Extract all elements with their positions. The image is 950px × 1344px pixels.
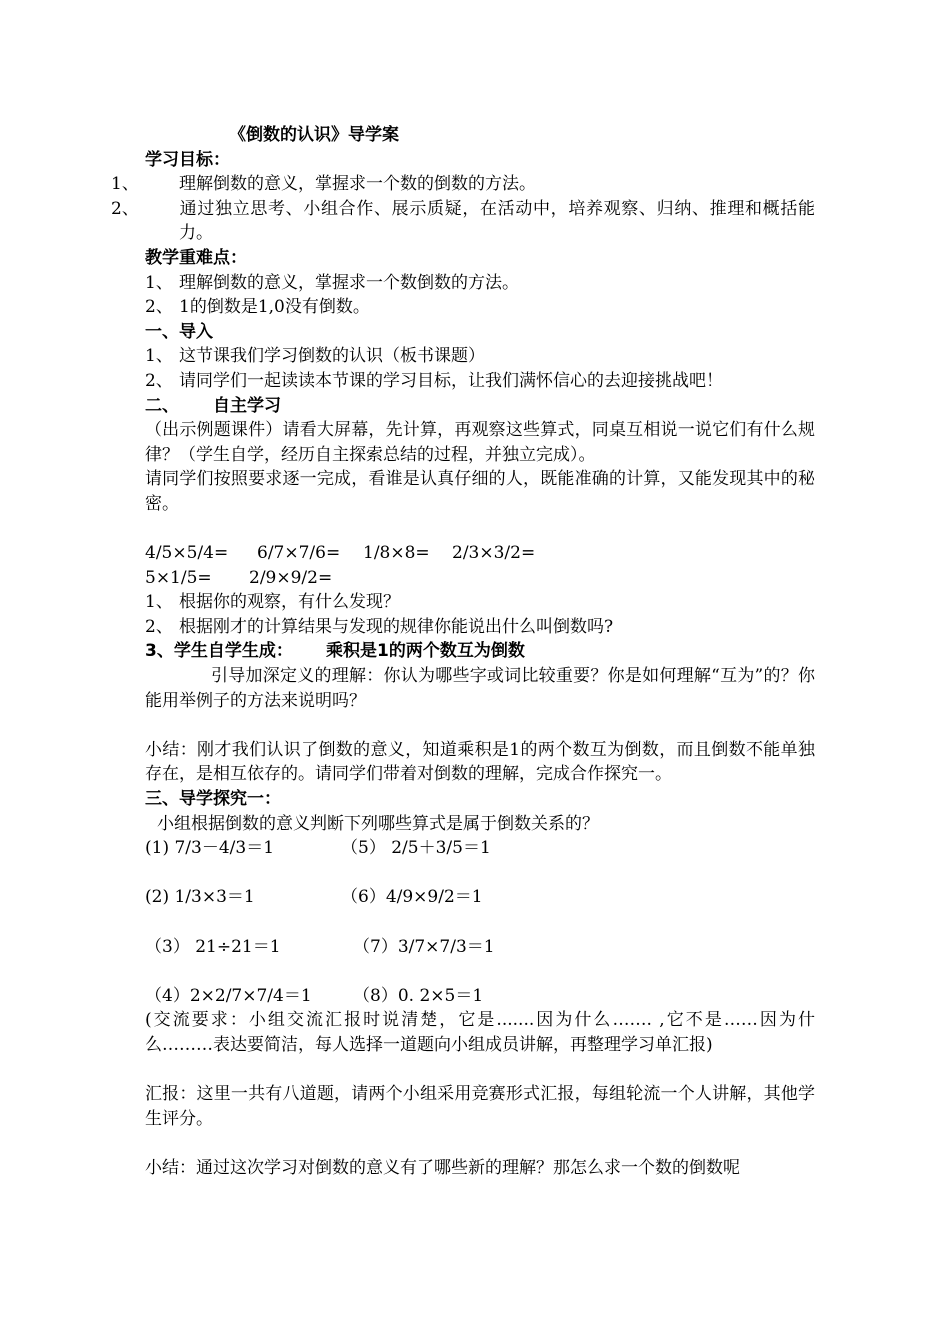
goal-num: 2、 xyxy=(111,198,139,219)
intro-text: 这节课我们学习倒数的认识（板书课题） xyxy=(179,346,485,367)
question-text: 根据刚才的计算结果与发现的规律你能说出什么叫倒数吗? xyxy=(179,616,614,637)
question-num: 1、 xyxy=(145,592,173,613)
generation-line xyxy=(145,639,815,664)
exercise-item: （5） 2/5＋3/5＝1 xyxy=(341,838,491,859)
intro-item xyxy=(145,369,815,394)
exercise-row xyxy=(145,984,815,1009)
generation-label: 3、学生自学生成： xyxy=(145,641,293,662)
exercise-item: （4）2×2/7×7/4＝1 xyxy=(145,985,312,1006)
equation: 6/7×7/6= xyxy=(257,543,341,564)
summary-para: 小结：通过这次学习对倒数的意义有了哪些新的理解？那怎么求一个数的倒数呢 xyxy=(145,1157,740,1178)
self-study-para: 请同学们按照要求逐一完成，看谁是认真仔细的人，既能准确的计算，又能发现其中的秘密。 xyxy=(145,469,815,514)
report-para: 汇报：这里一共有八道题，请两个小组采用竞赛形式汇报，每组轮流一个人讲解，其他学生评分。 xyxy=(145,1084,815,1129)
equation: 2/9×9/2= xyxy=(249,567,333,588)
key-item xyxy=(145,271,815,296)
key-item xyxy=(145,295,815,320)
equation: 2/3×3/2= xyxy=(452,543,536,564)
exercise-row xyxy=(145,935,815,960)
question-item xyxy=(145,590,815,615)
generation-text: 乘积是1的两个数互为倒数 xyxy=(326,641,525,662)
self-study-heading xyxy=(145,394,815,419)
goal-text: 理解倒数的意义，掌握求一个数的倒数的方法。 xyxy=(179,174,536,195)
exchange-requirements: (交流要求：小组交流汇报时说清楚，它是.......因为什么……. ,它不是……因为什么………表达要简洁，每人选择一道题向小组成员讲解，再整理学习单汇报) xyxy=(145,1010,815,1055)
intro-item xyxy=(145,344,815,369)
equation-row xyxy=(145,566,815,591)
key-num: 2、 xyxy=(145,297,173,318)
exercise-item: （8）0. 2×5＝1 xyxy=(353,985,484,1006)
exercise-item: (1) 7/3－4/3＝1 xyxy=(145,838,275,859)
intro-num: 2、 xyxy=(145,370,173,391)
key-heading: 教学重难点： xyxy=(145,247,247,268)
question-text: 根据你的观察，有什么发现？ xyxy=(179,592,400,613)
section-title: 自主学习 xyxy=(213,395,281,416)
question-item xyxy=(145,615,815,640)
goal-item xyxy=(111,197,815,246)
equation: 4/5×5/4= xyxy=(145,543,229,564)
question-num: 2、 xyxy=(145,616,173,637)
key-text: 理解倒数的意义，掌握求一个数倒数的方法。 xyxy=(179,272,519,293)
explore-heading: 三、导学探究一： xyxy=(145,789,281,810)
exercise-row xyxy=(145,836,815,861)
exercise-item: （6）4/9×9/2＝1 xyxy=(341,887,483,908)
goal-item xyxy=(111,172,815,197)
goal-num: 1、 xyxy=(111,174,139,195)
equation: 1/8×8= xyxy=(363,543,430,564)
exercise-item: （3） 21÷21＝1 xyxy=(145,936,281,957)
equation: 5×1/5= xyxy=(145,567,212,588)
goal-text: 通过独立思考、小组合作、展示质疑，在活动中，培养观察、归纳、推理和概括能力。 xyxy=(179,198,815,244)
key-num: 1、 xyxy=(145,272,173,293)
self-study-para: （出示例题课件）请看大屏幕，先计算，再观察这些算式，同桌互相说一说它们有什么规律？（学生自学，经历自主探索总结的过程，并独立完成）。 xyxy=(145,420,815,465)
intro-num: 1、 xyxy=(145,346,173,367)
equation-row xyxy=(145,541,815,566)
exercise-row xyxy=(145,885,815,910)
intro-text: 请同学们一起读读本节课的学习目标，让我们满怀信心的去迎接挑战吧！ xyxy=(179,370,723,391)
section-num: 二、 xyxy=(145,395,179,416)
intro-heading: 一、导入 xyxy=(145,321,213,342)
exercise-item: (2) 1/3×3＝1 xyxy=(145,887,255,908)
exercise-item: （7）3/7×7/3＝1 xyxy=(353,936,495,957)
summary-para: 小结：刚才我们认识了倒数的意义，知道乘积是1的两个数互为倒数，而且倒数不能单独存在，是相互依存的。请同学们带着对倒数的理解，完成合作探究一。 xyxy=(145,739,815,785)
guide-para: 引导加深定义的理解：你认为哪些字或词比较重要？你是如何理解“互为”的？你能用举例子的方法来说明吗？ xyxy=(145,666,815,711)
document-page xyxy=(111,123,815,1181)
key-text: 1的倒数是1,0没有倒数。 xyxy=(179,297,370,318)
explore-intro: 小组根据倒数的意义判断下列哪些算式是属于倒数关系的？ xyxy=(157,813,599,834)
doc-title: 《倒数的认识》导学案 xyxy=(229,125,399,145)
goals-heading: 学习目标： xyxy=(145,149,230,170)
